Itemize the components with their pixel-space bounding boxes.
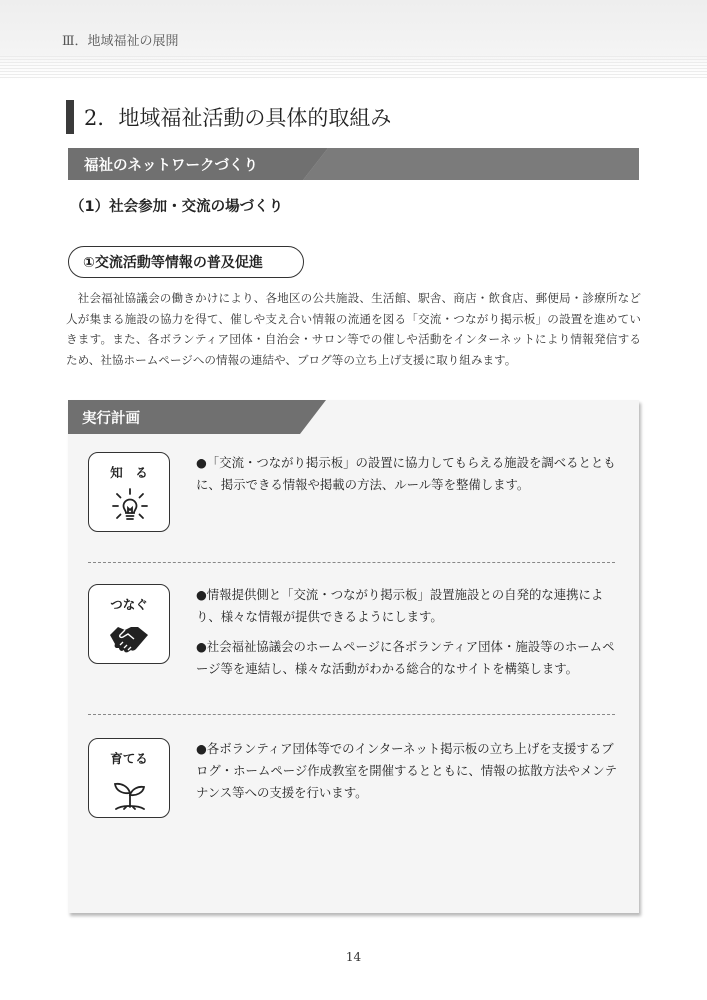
- grow-bullet-1: ●各ボランティア団体等でのインターネット掲示板の立ち上げを支援するブログ・ホームページ作成教室を開催するとともに、情報の拡散方法やメンテナンス等への支援を行います。: [196, 741, 618, 800]
- row-divider-2: [88, 714, 615, 715]
- connect-bullet-1: ●情報提供側と「交流・つながり掲示板」設置施設との自発的な連携により、様々な情報が提供できるようにします。: [196, 587, 604, 624]
- category-banner: [68, 148, 639, 180]
- action-plan-box: [68, 400, 639, 913]
- sprout-icon: [110, 773, 150, 813]
- know-label: 知 る: [110, 465, 148, 480]
- banner-right-band: [303, 148, 639, 180]
- page-number: 14: [345, 950, 362, 964]
- header-stripes: [0, 56, 707, 78]
- connect-card: [88, 584, 170, 664]
- banner-label: 福祉のネットワークづくり: [84, 158, 258, 174]
- section-title: 2．地域福祉活動の具体的取組み: [84, 106, 392, 130]
- connect-label: つなぐ: [110, 597, 148, 612]
- handshake-icon: [108, 621, 150, 659]
- subsection-title: （1）社会参加・交流の場づくり: [70, 199, 284, 215]
- row-divider-1: [88, 562, 615, 563]
- item-title-pill: [68, 246, 304, 278]
- grow-label: 育てる: [110, 751, 148, 766]
- grow-card: [88, 738, 170, 818]
- connect-bullet-2: ●社会福祉協議会のホームページに各ボランティア団体・施設等のホームページ等を連結し、様々な活動がわかる総合的なサイトを構築します。: [196, 639, 615, 676]
- know-bullet-1: ●「交流・つながり掲示板」の設置に協力してもらえる施設を調べるとともに、掲示できる情報や掲載の方法、ルール等を整備します。: [196, 455, 616, 492]
- chapter-title: Ⅲ．地域福祉の展開: [62, 34, 179, 49]
- lightbulb-icon: [110, 487, 150, 529]
- action-plan-title: 実行計画: [82, 411, 140, 427]
- section-heading-bar: [66, 100, 74, 134]
- know-card: [88, 452, 170, 532]
- item-title: ①交流活動等情報の普及促進: [83, 255, 263, 271]
- body-paragraph: 社会福祉協議会の働きかけにより、各地区の公共施設、生活館、駅舎、商店・飲食店、郵便局・診療所など人が集まる施設の協力を得て、催しや支え合い情報の流通を図る「交流・つながり掲示板」の設置を進めていきます。また、各ボランティア団体・自治会・サロン等での催しや活動をインターネットにより情報発信するため、社協ホームページへの情報の連結や、ブログ等の立ち上げ支援に取り組みます。: [66, 291, 641, 367]
